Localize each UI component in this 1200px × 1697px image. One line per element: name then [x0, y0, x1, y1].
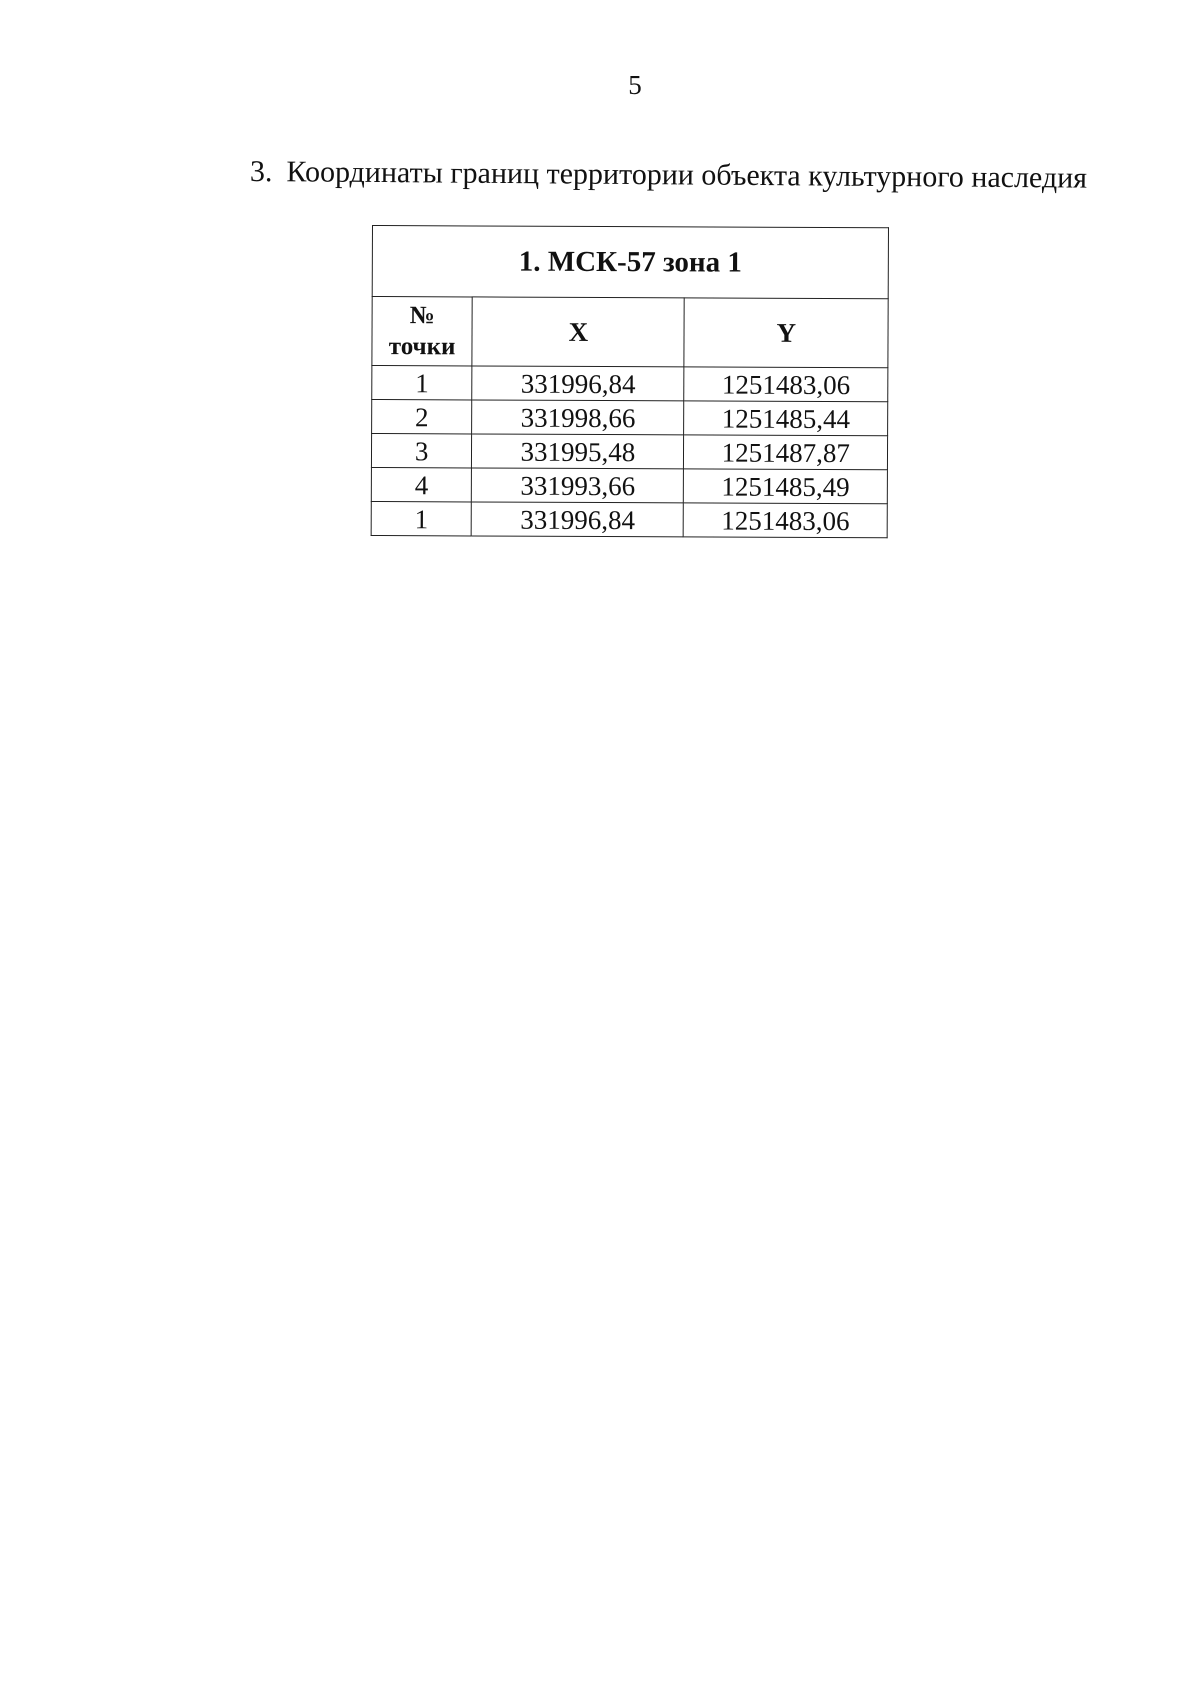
table-row	[371, 467, 887, 503]
y-coordinate-cell: 1251487,87	[684, 435, 888, 470]
x-coordinate-cell: 331993,66	[472, 468, 684, 503]
column-header-point	[372, 297, 473, 366]
table-title-row	[372, 226, 888, 299]
y-coordinate-cell: 1251483,06	[684, 367, 888, 402]
point-number-cell: 4	[371, 467, 471, 501]
x-coordinate-cell: 331998,66	[472, 400, 684, 435]
section-title: Координаты границ территории объекта культурного наследия	[286, 155, 1088, 195]
x-coordinate-cell: 331996,84	[471, 502, 683, 537]
page-number: 5	[628, 70, 642, 100]
point-number-cell: 1	[372, 366, 472, 400]
table-row	[372, 366, 888, 402]
column-header-point-word: точки	[388, 333, 456, 361]
table-row	[372, 400, 888, 436]
y-coordinate-cell: 1251485,49	[684, 469, 888, 504]
x-coordinate-cell: 331996,84	[472, 366, 684, 401]
table-row	[371, 501, 887, 537]
table-row	[371, 434, 887, 470]
coordinates-table	[371, 225, 889, 538]
y-coordinate-cell: 1251483,06	[684, 503, 888, 538]
y-coordinate-cell: 1251485,44	[684, 401, 888, 436]
column-header-y: Y	[684, 298, 888, 368]
column-header-x: X	[472, 297, 684, 367]
column-header-point-sign: №	[409, 301, 435, 330]
section-heading	[250, 155, 1087, 196]
x-coordinate-cell: 331995,48	[472, 434, 684, 469]
point-number-cell: 2	[372, 400, 472, 434]
point-number-cell: 1	[371, 501, 471, 535]
section-number: 3.	[249, 155, 273, 189]
table-title: 1. МСК-57 зона 1	[372, 226, 888, 299]
table-header-row	[372, 297, 888, 368]
point-number-cell: 3	[371, 434, 471, 468]
